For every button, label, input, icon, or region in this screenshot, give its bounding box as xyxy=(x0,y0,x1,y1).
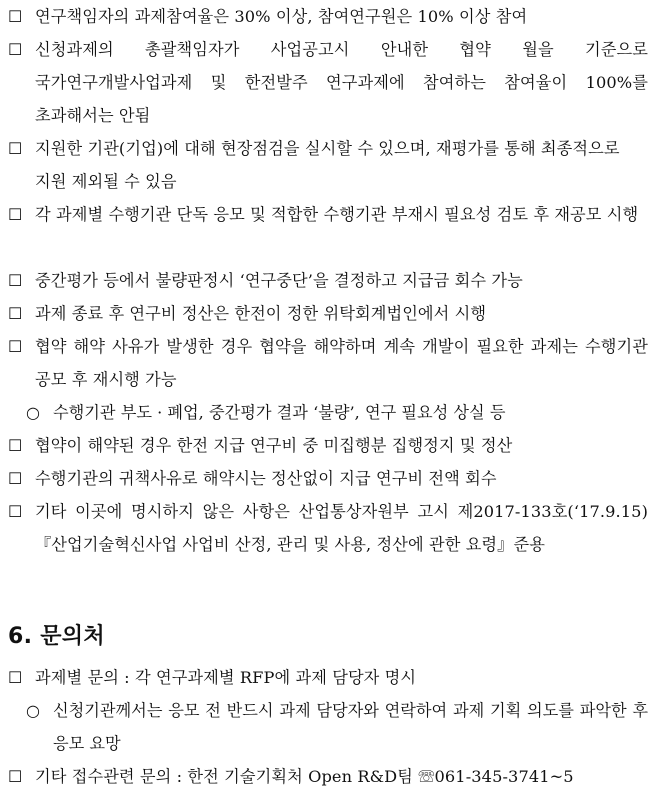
checkbox-bullet-icon: ☐ xyxy=(8,139,23,158)
list-item-text: 협약 해약 사유가 발생한 경우 협약을 해약하며 계속 개발이 필요한 과제는 수행기관 공모 후 재시행 가능 xyxy=(35,337,648,389)
list-item-text: 과제 종료 후 연구비 정산은 한전이 정한 위탁회계법인에서 시행 xyxy=(35,304,487,323)
checkbox-bullet-icon: ☐ xyxy=(8,271,23,290)
list-item xyxy=(8,495,648,561)
section-heading: 6. 문의처 xyxy=(8,624,105,649)
list-item xyxy=(8,198,648,231)
sub-list-item-text: 수행기관 부도 · 폐업, 중간평가 결과 ‘불량’, 연구 필요성 상실 등 xyxy=(53,403,506,422)
list-item xyxy=(8,33,648,132)
list-item xyxy=(8,132,648,198)
list-item xyxy=(8,661,648,694)
checkbox-bullet-icon: ☐ xyxy=(8,469,23,488)
list-item xyxy=(8,0,648,33)
list-item-text: 과제별 문의 : 각 연구과제별 RFP에 과제 담당자 명시 xyxy=(35,668,417,687)
checkbox-bullet-icon: ☐ xyxy=(8,304,23,323)
list-item-text: 수행기관의 귀책사유로 해약시는 정산없이 지급 연구비 전액 회수 xyxy=(35,469,497,488)
list-item xyxy=(8,429,648,462)
list-item-text: 협약이 해약된 경우 한전 지급 연구비 중 미집행분 집행정지 및 정산 xyxy=(35,436,513,455)
circle-bullet-icon: ○ xyxy=(26,403,40,422)
list-item xyxy=(8,462,648,495)
checkbox-bullet-icon: ☐ xyxy=(8,668,23,687)
checkbox-bullet-icon: ☐ xyxy=(8,502,23,521)
list-item-text: 기타 접수관련 문의 : 한전 기술기획처 Open R&D팀 ☏061-345-3741~5 xyxy=(35,767,574,786)
list-item-text: 신청과제의 총괄책임자가 사업공고시 안내한 협약 월을 기준으로 국가연구개발사업과제 및 한전발주 연구과제에 참여하는 참여율이 100%를 초과해서는 안됨 xyxy=(35,40,648,125)
sub-list-item xyxy=(26,694,648,760)
checkbox-bullet-icon: ☐ xyxy=(8,767,23,786)
checkbox-bullet-icon: ☐ xyxy=(8,205,23,224)
list-item-text: 중간평가 등에서 불량판정시 ‘연구중단’을 결정하고 지급금 회수 가능 xyxy=(35,271,523,290)
list-item xyxy=(8,264,648,297)
list-item-text: 기타 이곳에 명시하지 않은 사항은 산업통상자원부 고시 제2017-133호(‘17.9.15)『산업기술혁신사업 사업비 산정, 관리 및 사용, 정산에 관한 요령』준용 xyxy=(35,502,648,554)
circle-bullet-icon: ○ xyxy=(26,701,40,720)
checkbox-bullet-icon: ☐ xyxy=(8,7,23,26)
sub-list-item-text: 신청기관께서는 응모 전 반드시 과제 담당자와 연락하여 과제 기획 의도를 파악한 후 응모 요망 xyxy=(53,701,648,753)
list-item-text: 연구책임자의 과제참여율은 30% 이상, 참여연구원은 10% 이상 참여 xyxy=(35,7,528,26)
list-item-text: 지원한 기관(기업)에 대해 현장점검을 실시할 수 있으며, 재평가를 통해 최종적으로 지원 제외될 수 있음 xyxy=(35,139,620,191)
checkbox-bullet-icon: ☐ xyxy=(8,40,23,59)
list-item-text: 각 과제별 수행기관 단독 응모 및 적합한 수행기관 부재시 필요성 검토 후 재공모 시행 xyxy=(35,205,639,224)
list-item xyxy=(8,760,648,793)
checkbox-bullet-icon: ☐ xyxy=(8,436,23,455)
checkbox-bullet-icon: ☐ xyxy=(8,337,23,356)
list-item xyxy=(8,330,648,396)
sub-list-item xyxy=(26,396,648,429)
list-item xyxy=(8,297,648,330)
